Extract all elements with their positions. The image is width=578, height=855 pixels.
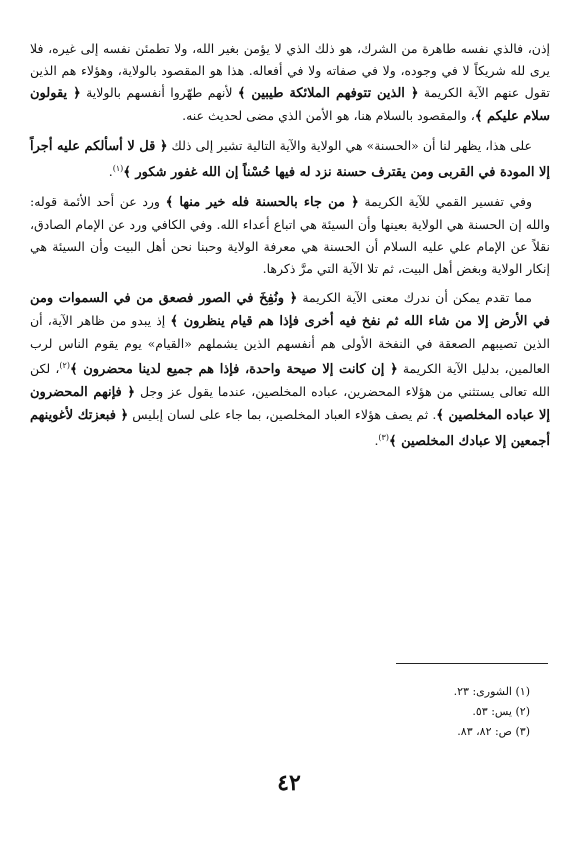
paragraph [30, 38, 550, 128]
paragraph [30, 191, 550, 280]
body-text: مما تقدم يمكن أن ندرك معنى الآية الكريمة [297, 290, 532, 306]
quran-verse: ﴿ ونُفِخَ في الصور فصعق من في السموات ومن في الأرض إلا من شاء الله ثم نفخ فيه أخرى فإذا هم قيام ينظرون ﴾ [30, 291, 551, 330]
footnote-ref: (١) [112, 164, 124, 173]
body-text: . [374, 433, 379, 449]
body-text: ورد عن أحد الأئمة قوله: والله إن الحسنة هي الولاية بعينها وأن السيئة هي اتباع أعداء الله. وفي الكافي ورد عن الإمام الصادق، نقلاً عن الإمام علي عليه السلام أن الحسنة هي معرفة الولاية وحبنا نحن أهل البيت وأن السيئة هي إنكار الولاية وبغض أهل البيت، ثم تلا الآية التي مرَّ ذكرها. [30, 194, 550, 277]
body-text: إذن، فالذي نفسه طاهرة من الشرك، هو ذلك الذي لا يؤمن بغير الله، ولا تطمئن نفسه إلى غيره، فلا يرى لله شريكاً لا في وجوده، ولا في صفاته ولا في أفعاله. هذا هو المقصود بالولاية، وهؤلاء هم الذين تقول عنهم الآية الكريمة [30, 41, 550, 100]
quran-verse: ﴿ قل لا أسألكم عليه أجراً إلا المودة في القربى ومن يقترف حسنة نزد له فيها حُسْناً إن الله غفور شكور ﴾ [30, 139, 550, 181]
footnote-separator [396, 663, 548, 664]
footnotes [30, 682, 530, 742]
body-text: . [108, 164, 113, 180]
quran-verse: ﴿ إن كانت إلا صيحة واحدة، فإذا هم جميع لدينا محضرون ﴾ [69, 362, 398, 378]
body-text: ، لكن الله تعالى يستثني من هؤلاء المحضرين، عباده المخلصين، عندما يقول عز وجل [30, 361, 551, 400]
footnote-ref: (٣) [378, 433, 389, 443]
main-text [30, 38, 550, 460]
quran-verse: ﴿ يقولون سلام عليكم ﴾ [30, 86, 550, 124]
body-text: ، والمقصود بالسلام هنا، هو الأمن الذي مضى لحديث عنه. [182, 108, 475, 123]
page-number: ٤٢ [277, 770, 301, 796]
footnote-2: (٢) يس: ٥٣. [472, 705, 530, 718]
quran-verse: ﴿ فإنهم المحضرون إلا عباده المخلصين ﴾ [30, 385, 550, 424]
body-text: . ثم يصف هؤلاء العباد المخلصين، بما جاء على لسان إبليس [128, 407, 437, 423]
body-text: وفي تفسير القمي للآية الكريمة [358, 194, 533, 210]
quran-verse: ﴿ من جاء بالحسنة فله خير منها ﴾ [165, 195, 359, 211]
footnote-3: (٣) ص: ٨٢، ٨٣. [457, 725, 530, 738]
body-text: إذ يبدو من ظاهر الآية، أن الذين تصيبهم الصعقة في النفخة الأولى هم أنفسهم الذين يشملهم «القيام» يوم يقوم الناس لرب العالمين، بدليل الآية الكريمة [30, 313, 550, 377]
footnote-1: (١) الشورى: ٢٣. [453, 685, 530, 698]
paragraph [30, 135, 550, 184]
quran-verse: ﴿ الذين تتوفهم الملائكة طيبين ﴾ [237, 86, 419, 101]
body-text: لأنهم طهّروا أنفسهم بالولاية [80, 85, 238, 100]
footnote-ref: (٢) [59, 361, 70, 371]
paragraph [30, 287, 550, 453]
body-text: على هذا، يظهر لنا أن «الحسنة» هي الولاية والآية التالية تشير إلى ذلك [167, 138, 532, 153]
quran-verse: ﴿ فبعزتك لأغوينهم أجمعين إلا عبادك المخلصين ﴾ [30, 408, 550, 450]
